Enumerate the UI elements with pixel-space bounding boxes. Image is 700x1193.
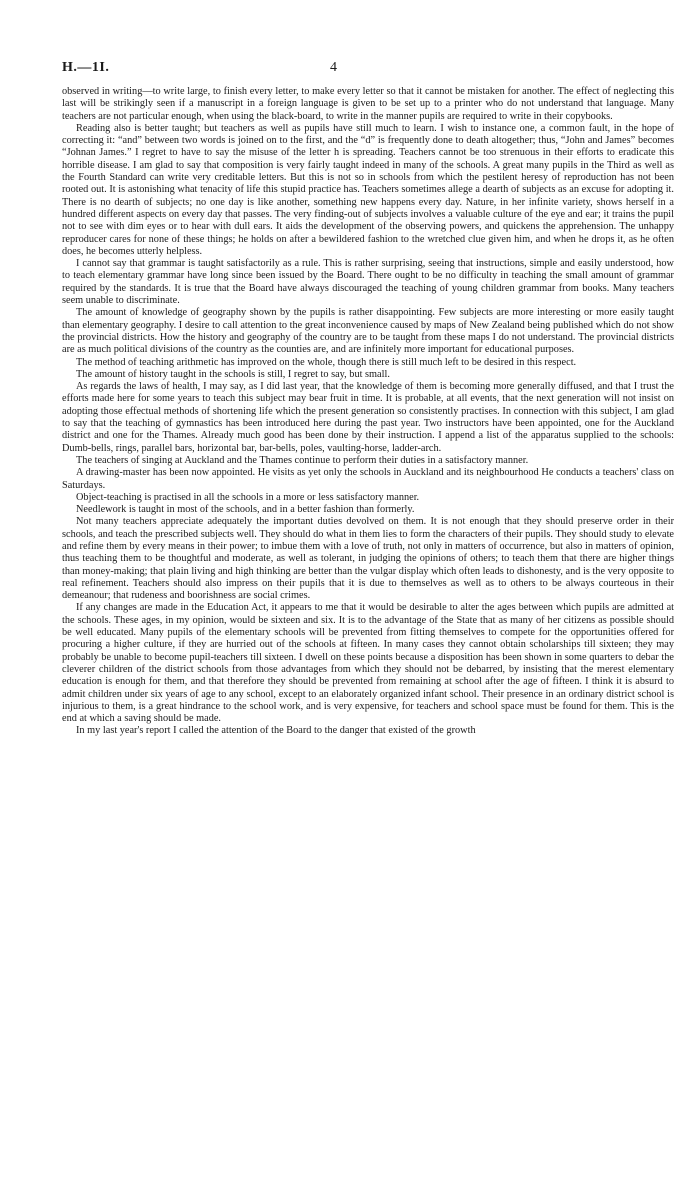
document-page	[62, 60, 674, 738]
paragraph: A drawing-master has been now appointed. He visits as yet only the schools in Auckland and its neighbourhood He conducts a teachers' class on Saturdays.	[62, 467, 674, 491]
document-id: H.—1I.	[62, 60, 110, 75]
paragraph: Needlework is taught in most of the schools, and in a better fashion than formerly.	[76, 504, 415, 516]
paragraph: I cannot say that grammar is taught satisfactorily as a rule. This is rather surprising, seeing that instructions, simple and easily understood, how to teach elementary grammar have long since been issued by the Board. There ought to be no difficulty in teaching the small amount of grammar required by the standards. It is true that the Board have always discouraged the teaching of young children grammar from books. Many teachers seem unable to discriminate.	[62, 258, 674, 307]
paragraph: As regards the laws of health, I may say, as I did last year, that the knowledge of them is becoming more generally diffused, and that I trust the efforts made here for some years to teach this subject may bear fruit in time. It is probable, at all events, that the next generation will not insist on adopting those effectual methods of shortening life which the present generation so consistently practises. In connection with this subject, I am glad to say that the teaching of gymnastics has been introduced here during the past year. Two instructors have been appointed, one for the Auckland district and one for the Thames. Already much good has been done by their instruction. I append a list of the apparatus supplied to the schools: Dumb-bells, rings, parallel bars, horizontal bar, bar-bells, poles, vaulting-horse, ladder-arch.	[62, 381, 674, 454]
paragraph: Not many teachers appreciate adequately the important duties devolved on them. It is not enough that they should preserve order in their schools, and teach the prescribed subjects well. They should do what in them lies to form the characters of their pupils. They should study to elevate and refine them by every means in their power; to imbue them with a love of truth, not only in matters of occurrence, but also in matters of opinion, thus teaching them to be thoughtful and moderate, as well as tolerant, in judging the opinions of others; to teach them that there are higher things than money-making; that plain living and high thinking are better than the vulgar display which often leads to dishonesty, and is the very opposite to real refinement. Teachers should also impress on their pupils that it is due to themselves as well as to others to be always courteous in their demeanour; that rudeness and boorishness are social crimes.	[62, 516, 674, 602]
page-header	[62, 60, 674, 86]
paragraph: observed in writing—to write large, to finish every letter, to make every letter so that it cannot be mistaken for another. The effect of neglecting this last will be strikingly seen if a manuscript in a foreign language is given to be set up to a printer who do not understand that language. Many teachers are not particular enough, when using the black-board, to write in the manner pupils are required to write in their copybooks.	[62, 86, 674, 122]
page-number: 4	[330, 60, 337, 75]
paragraph: The amount of knowledge of geography shown by the pupils is rather disappointing. Few subjects are more interesting or more easily taught than elementary geography. I desire to call attention to the great inconvenience caused by maps of New Zealand being published which do not show the provincial districts. How the history and geography of the country are to be taught from these maps I do not understand. The provincial districts are as much political divisions of the country as the counties are, and are infinitely more important for educational purposes.	[62, 307, 674, 356]
paragraph: Reading also is better taught; but teachers as well as pupils have still much to learn. I wish to instance one, a common fault, in the hope of correcting it: “and” between two words is joined on to the first, and the “d” is frequently done to death altogether; thus, “John and James” becomes “Johnan James.” I regret to have to say the misuse of the letter h is spreading. Teachers cannot be too strenuous in their efforts to eradicate this horrible disease. I am glad to say that composition is very fairly taught indeed in many of the schools. A great many pupils in the Third as well as the Fourth Standard can write very creditable letters. But this is not so in schools from which the pestilent heresy of reproduction has not been rooted out. It is astonishing what tenacity of life this stupid practice has. Teachers sometimes allege a dearth of subjects as an excuse for adopting it. There is no dearth of subjects; no one day is like another, something new happens every day. Nature, in her infinite variety, shows herself in a hundred different aspects on every day that passes. The very finding-out of subjects involves a valuable culture of the eye and ear; it trains the pupil not to see with dim eyes or to hear with dull ears. It aids the development of the observing powers, and quickens the apprehension. The unhappy reproducer cares for none of these things; he holds on after a bewildered fashion to the wretched clue given him, and when he drops it, as he often does, he becomes utterly helpless.	[62, 122, 674, 257]
paragraph: Object-teaching is practised in all the schools in a more or less satisfactory manner.	[76, 491, 420, 503]
body-text	[62, 86, 674, 738]
paragraph: The amount of history taught in the schools is still, I regret to say, but small.	[76, 368, 390, 380]
paragraph: If any changes are made in the Education Act, it appears to me that it would be desirable to alter the ages between which pupils are admitted at the schools. These ages, in my opinion, would be sixteen and six. It is to the advantage of the State that as many of her citizens as possible should be well educated. Many pupils of the elementary schools will be prevented from fitting themselves to compete for the opportunities offered for procuring a higher culture, if they are hurried out of the schools at fifteen. In many cases they cannot obtain scholarships till sixteen; they may probably be unable to become pupil-teachers till sixteen. I dwell on these points because a disposition has been shown in some quarters to debar the cleverer children of the district schools from those advantages from which they should not be debarred, by insisting that the merest elementary education is enough for them, and that therefore they should be prevented from remaining at school after the age of fifteen. I think it is absurd to admit children under six years of age to any school, except to an elaborately organized infant school. Their presence in an ordinary district school is injurious to them, is a great hindrance to the school work, and is very expensive, for teachers and school space must be found for them. This is the end at which a saving should be made.	[62, 602, 674, 725]
paragraph: The teachers of singing at Auckland and the Thames continue to perform their duties in a satisfactory manner.	[76, 454, 529, 466]
paragraph: The method of teaching arithmetic has improved on the whole, though there is still much left to be desired in this respect.	[76, 356, 577, 368]
paragraph: In my last year's report I called the attention of the Board to the danger that existed of the growth	[76, 725, 476, 737]
